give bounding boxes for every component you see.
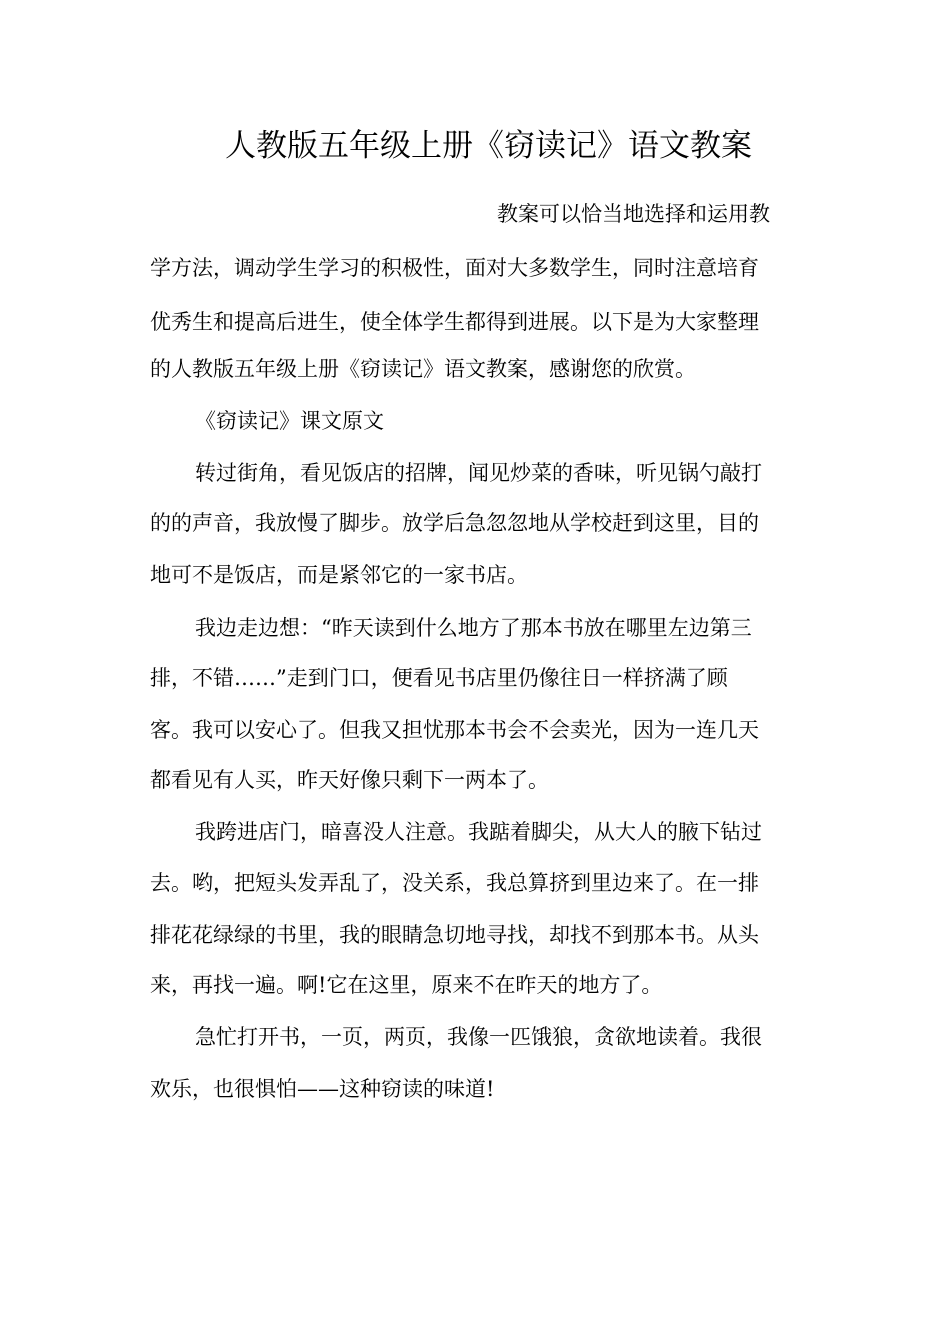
text-line: 急忙打开书，一页，两页，我像一匹饿狼，贪欲地读着。我很 xyxy=(195,1025,762,1049)
text-line: 排花花绿绿的书里，我的眼睛急切地寻找，却找不到那本书。从头 xyxy=(150,923,759,947)
text-line: 都看见有人买，昨天好像只剩下一两本了。 xyxy=(150,768,549,792)
section-heading: 《窃读记》课文原文 xyxy=(195,409,384,433)
text-line: 优秀生和提高后进生，使全体学生都得到进展。以下是为大家整理 xyxy=(150,310,759,334)
text-line: 教案可以恰当地选择和运用教 xyxy=(497,202,770,226)
text-line: 地可不是饭店，而是紧邻它的一家书店。 xyxy=(150,563,528,587)
document-title: 人教版五年级上册《窃读记》语文教案 xyxy=(225,128,752,164)
text-line: 学方法，调动学生学习的积极性，面对大多数学生，同时注意培育 xyxy=(150,256,759,280)
text-line: 转过街角，看见饭店的招牌，闻见炒菜的香味，听见锅勺敲打 xyxy=(195,461,762,485)
text-line: 的人教版五年级上册《窃读记》语文教案，感谢您的欣赏。 xyxy=(150,357,696,381)
text-line: 排，不错……”走到门口，便看见书店里仍像往日一样挤满了顾 xyxy=(150,666,728,690)
text-line: 我跨进店门，暗喜没人注意。我踮着脚尖，从大人的腋下钻过 xyxy=(195,820,762,844)
text-line: 我边走边想：“昨天读到什么地方了那本书放在哪里左边第三 xyxy=(195,616,752,640)
text-line: 来，再找一遍。啊!它在这里，原来不在昨天的地方了。 xyxy=(150,973,663,997)
text-line: 去。哟，把短头发弄乱了，没关系，我总算挤到里边来了。在一排 xyxy=(150,871,759,895)
text-line: 的的声音，我放慢了脚步。放学后急忽忽地从学校赶到这里，目的 xyxy=(150,511,759,535)
text-line: 欢乐，也很惧怕——这种窃读的味道! xyxy=(150,1077,495,1101)
text-line: 客。我可以安心了。但我又担忧那本书会不会卖光，因为一连几天 xyxy=(150,718,759,742)
